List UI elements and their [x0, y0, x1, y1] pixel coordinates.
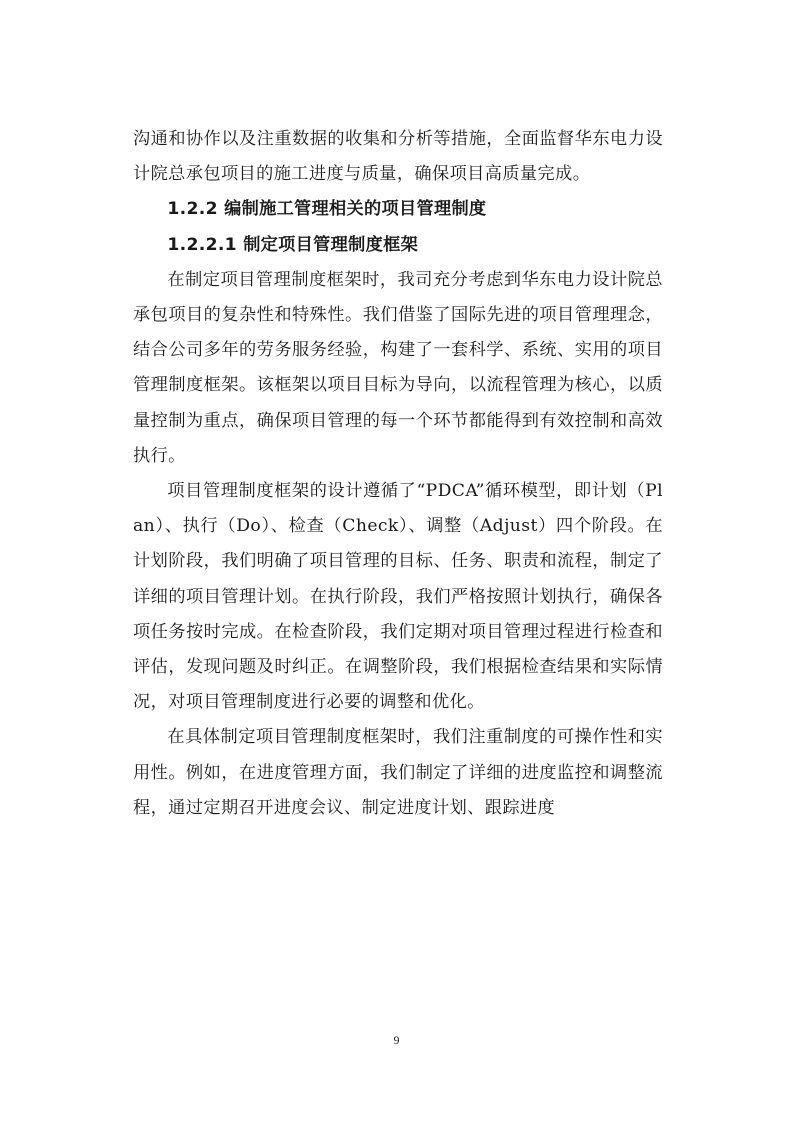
- paragraph-operability: 在具体制定项目管理制度框架时，我们注重制度的可操作性和实用性。例如，在进度管理方面，我们制定了详细的进度监控和调整流程，通过定期召开进度会议、制定进度计划、跟踪进度: [133, 727, 663, 818]
- paragraph-pdca: 项目管理制度框架的设计遵循了“PDCA”循环模型，即计划（Plan）、执行（Do）、检查（Check）、调整（Adjust）四个阶段。在计划阶段，我们明确了项目管理的目标、任务、职责和流程，制定了详细的项目管理计划。在执行阶段，我们严格按照计划执行，确保各项任务按时完成。在检查阶段，我们定期对项目管理过程进行检查和评估，发现问题及时纠正。在调整阶段，我们根据检查结果和实际情况，对项目管理制度进行必要的调整和优化。: [133, 481, 663, 713]
- page-body: [133, 122, 663, 826]
- paragraph-continuation: 沟通和协作以及注重数据的收集和分析等措施，全面监督华东电力设计院总承包项目的施工进度与质量，确保项目高质量完成。: [133, 129, 663, 185]
- page-number: 9: [393, 1033, 400, 1047]
- section-heading: 1.2.2 编制施工管理相关的项目管理制度: [167, 199, 487, 220]
- subsection-heading: 1.2.2.1 制定项目管理制度框架: [167, 234, 419, 255]
- paragraph-framework-intro: 在制定项目管理制度框架时，我司充分考虑到华东电力设计院总承包项目的复杂性和特殊性。我们借鉴了国际先进的项目管理理念，结合公司多年的劳务服务经验，构建了一套科学、系统、实用的项目管理制度框架。该框架以项目目标为导向，以流程管理为核心，以质量控制为重点，确保项目管理的每一个环节都能得到有效控制和高效执行。: [133, 269, 663, 466]
